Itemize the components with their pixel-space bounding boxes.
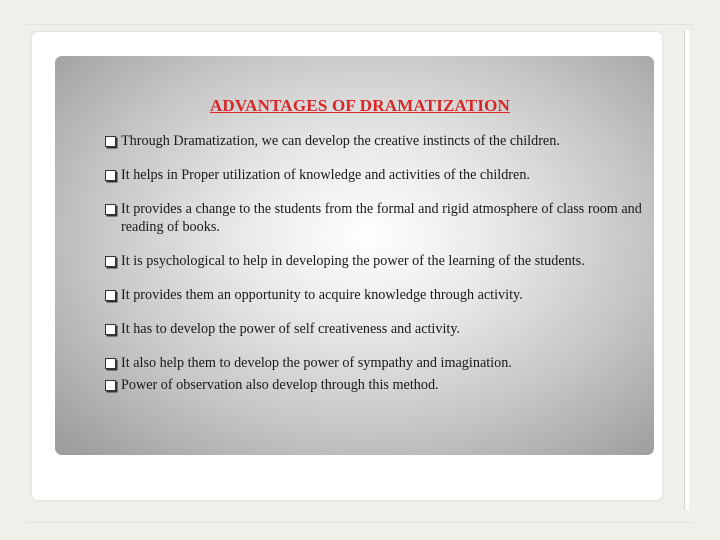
- checkbox-square-icon: [105, 380, 116, 391]
- bullet-text: It has to develop the power of self creativeness and activity.: [121, 321, 461, 337]
- bullet-text: It helps in Proper utilization of knowledge and activities of the children.: [121, 167, 530, 183]
- bottom-divider: [25, 522, 693, 523]
- list-item: [104, 252, 652, 270]
- bullet-text: It also help them to develop the power of sympathy and imagination.: [121, 355, 512, 371]
- list-item: [104, 132, 652, 150]
- bullet-text: It provides a change to the students from the formal and rigid atmosphere of class room and reading of books.: [121, 201, 642, 235]
- list-item: [104, 320, 652, 338]
- top-divider: [25, 24, 693, 25]
- list-item: [104, 376, 652, 394]
- checkbox-square-icon: [105, 256, 116, 267]
- checkbox-square-icon: [105, 204, 116, 215]
- checkbox-square-icon: [105, 358, 116, 369]
- bullet-text: It is psychological to help in developing the power of the learning of the students.: [121, 253, 585, 269]
- bullet-text: Power of observation also develop through this method.: [121, 377, 439, 393]
- bullet-list: [104, 132, 652, 410]
- checkbox-square-icon: [105, 170, 116, 181]
- list-item: [104, 286, 652, 304]
- checkbox-square-icon: [105, 290, 116, 301]
- list-item: [104, 354, 652, 372]
- bullet-text: Through Dramatization, we can develop the creative instincts of the children.: [121, 133, 560, 149]
- slide-title: ADVANTAGES OF DRAMATIZATION: [209, 96, 511, 115]
- checkbox-square-icon: [105, 324, 116, 335]
- checkbox-square-icon: [105, 136, 116, 147]
- bullet-text: It provides them an opportunity to acquire knowledge through activity.: [121, 287, 523, 303]
- list-item: [104, 200, 652, 236]
- list-item: [104, 166, 652, 184]
